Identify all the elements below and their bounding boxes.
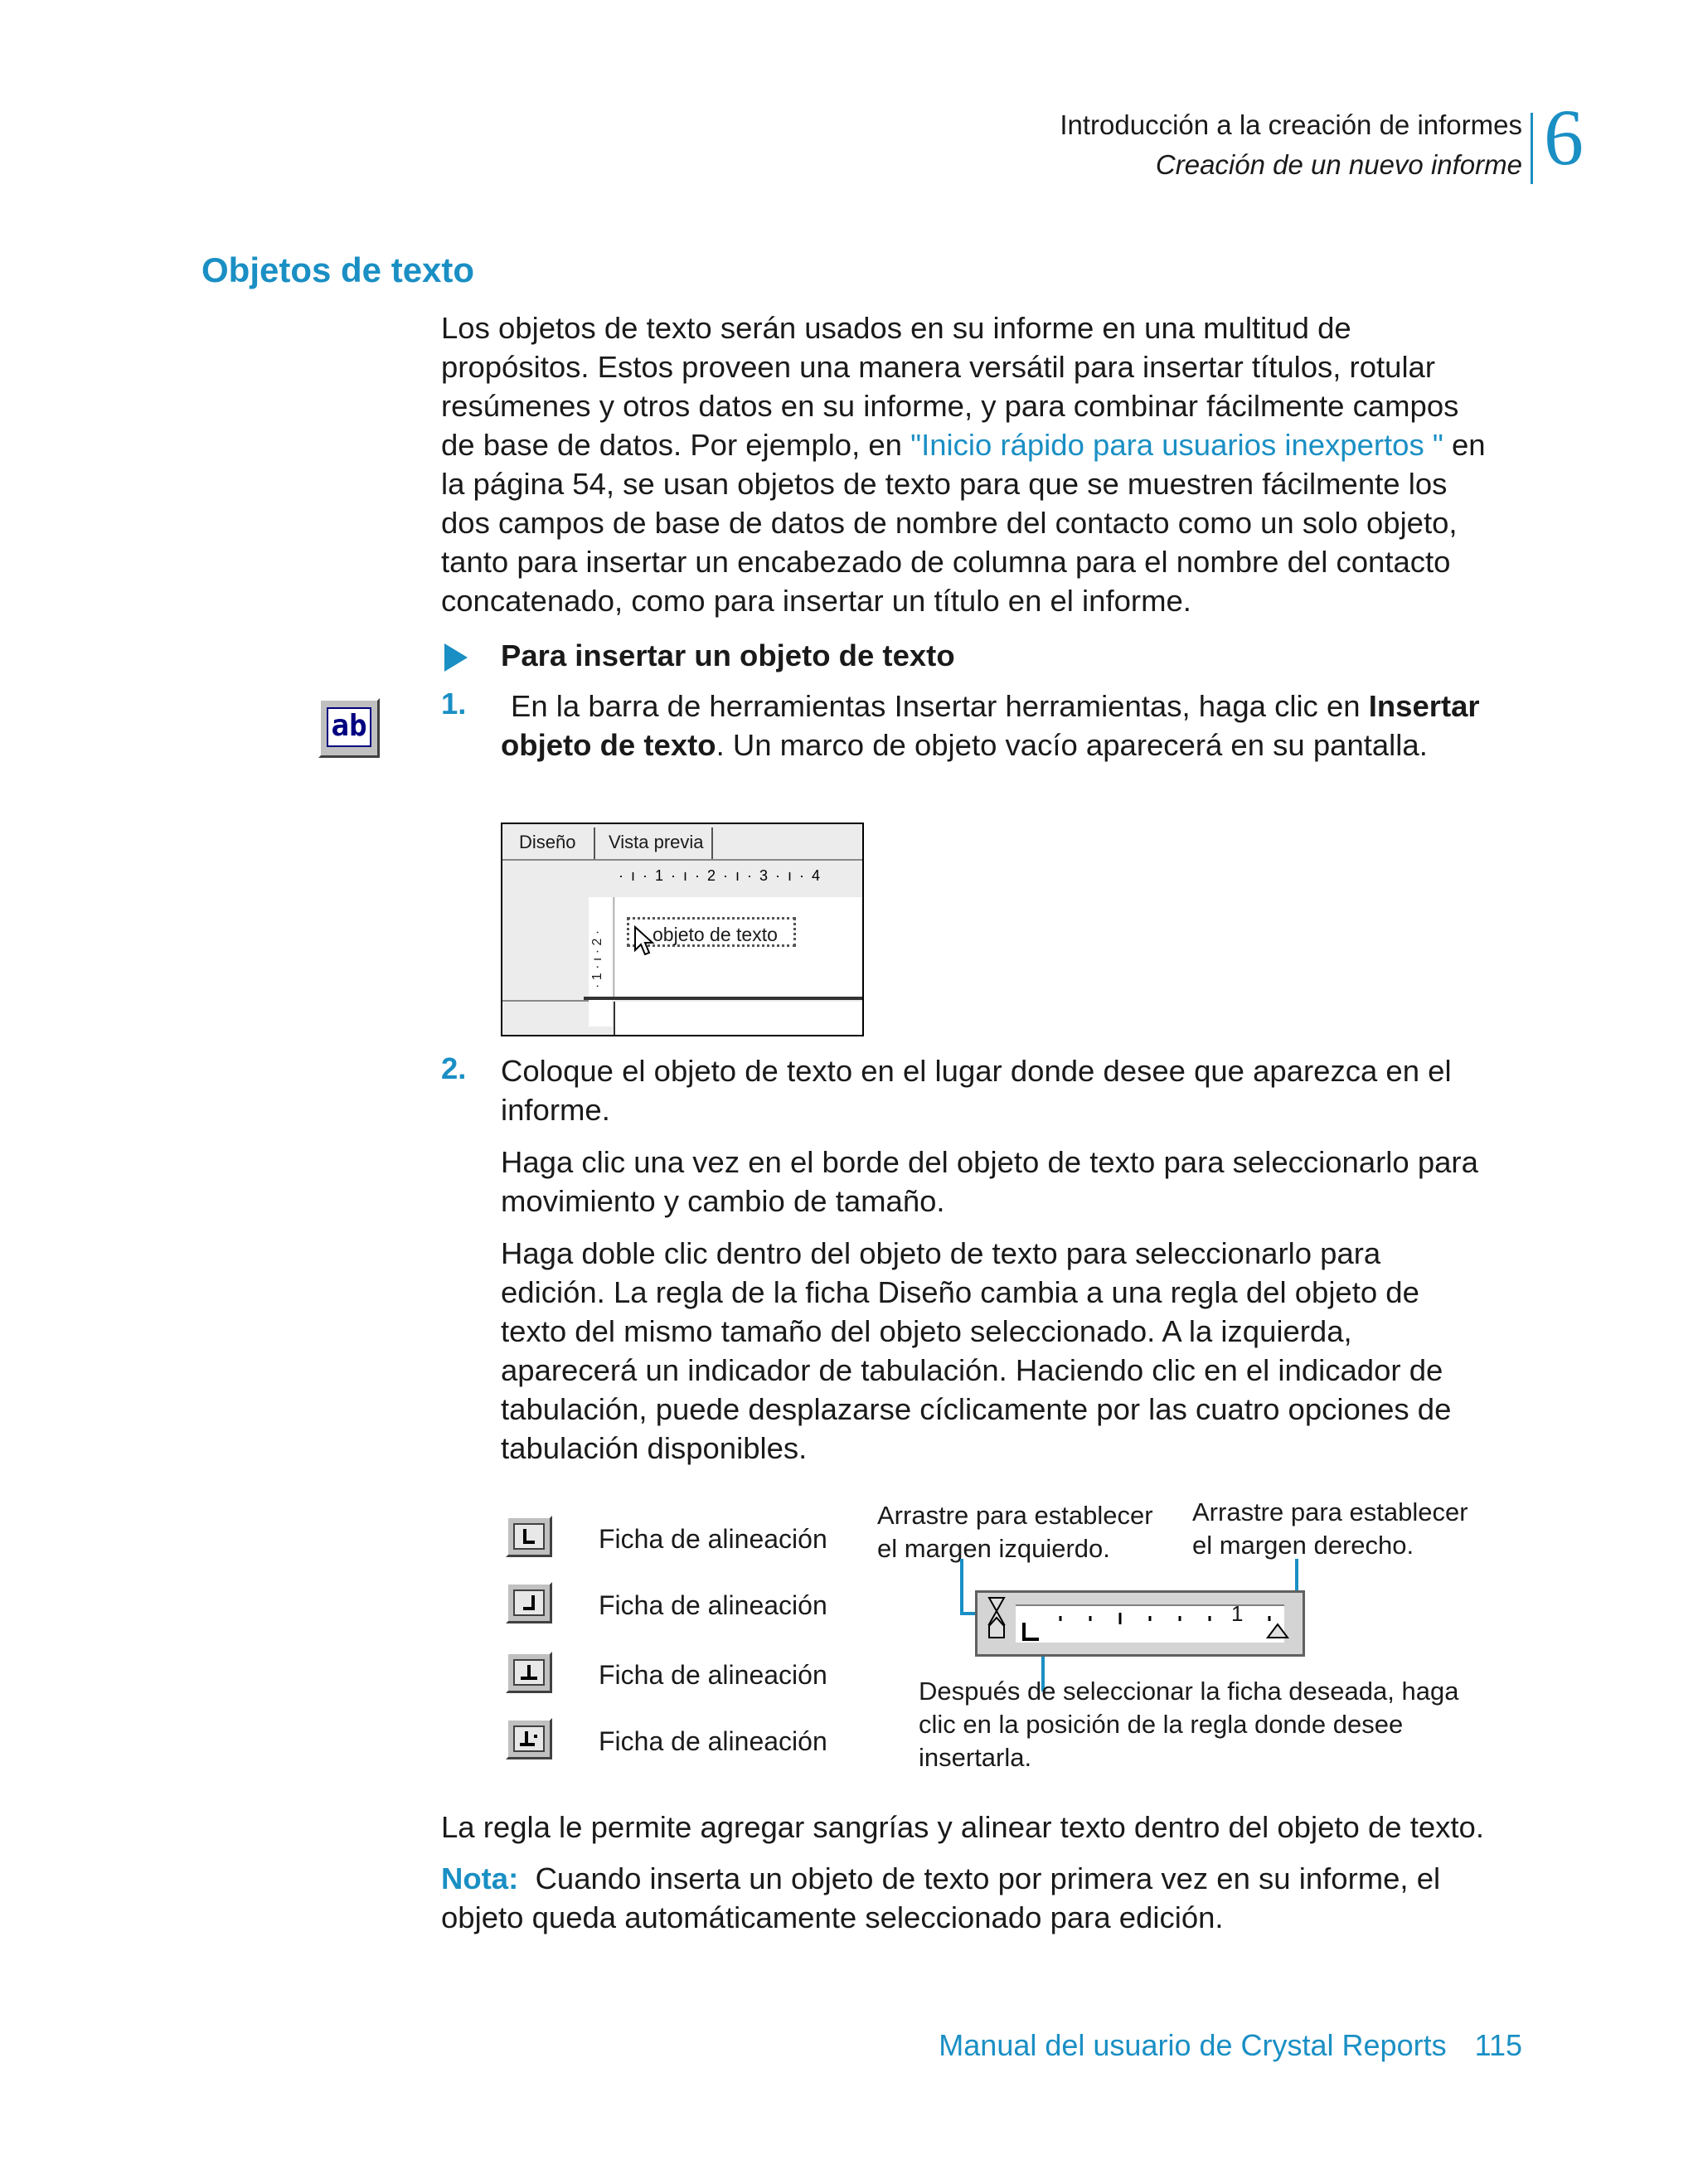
step-text: En la barra de herramientas Insertar herramientas, haga clic en [511,689,1369,723]
ab-glyph: ab [327,707,371,747]
procedure-arrow-icon [444,643,468,672]
next-section [614,1002,862,1035]
intro-line: resúmenes y otros datos en su informe, y para combinar fácilmente campos [441,389,1459,423]
para-line: edición. La regla de la ficha Diseño cambia a una regla del objeto de [501,1275,1419,1309]
right-margin-callout [1192,1496,1468,1562]
text-object-ruler[interactable] [975,1590,1305,1657]
intro-paragraph [441,308,1535,620]
intro-line [441,425,1535,464]
decimal-tab-icon [506,1718,552,1759]
step-2-para-a [501,1143,1545,1221]
tab-option-label: Ficha de alineación [599,1590,827,1620]
manual-title: Manual del usuario de Crystal Reports [939,2028,1447,2062]
note-text: objeto queda automáticamente seleccionado para edición. [441,1900,1224,1934]
vertical-ruler-marks: · 1 · ı · 2 · [590,929,604,989]
page-footer [939,2028,1522,2063]
cross-reference-link[interactable]: "Inicio rápido para usuarios inexpertos " [910,428,1443,462]
para-line: texto del mismo tamaño del objeto seleccionado. A la izquierda, [501,1314,1352,1348]
para-line: Haga clic una vez en el borde del objeto de texto para seleccionarlo para [501,1145,1478,1179]
tab-preview: Vista previa [609,832,704,852]
step-line: informe. [501,1093,610,1127]
callout-line: Arrastre para establecer [877,1501,1153,1530]
para-line: aparecerá un indicador de tabulación. Haciendo clic en el indicador de [501,1353,1443,1387]
running-header-chapter: Introducción a la creación de informes [1060,109,1522,140]
tab-option-label: Ficha de alineación [599,1524,827,1554]
intro-line: concatenado, como para insertar un título en el informe. [441,584,1191,618]
horizontal-ruler: · ı · 1 · ı · 2 · ı · 3 · ı · 4 [619,867,822,884]
chapter-number: 6 [1544,93,1584,182]
section-title: Objetos de texto [201,250,475,289]
intro-text: de base de datos. Por ejemplo, en [441,428,911,462]
vertical-ruler [589,897,612,1026]
closing-paragraph: La regla le permite agregar sangrías y alinear texto dentro del objeto de texto. [441,1810,1484,1844]
para-line: movimiento y cambio de tamaño. [501,1184,945,1218]
intro-text: en [1443,428,1486,462]
para-line: Haga doble clic dentro del objeto de texto para seleccionarlo para [501,1236,1381,1270]
intro-line: Los objetos de texto serán usados en su informe en una multitud de [441,311,1351,345]
text-object-frame: objeto de texto [627,917,796,947]
tab-bar-line [502,859,862,861]
callout-line: el margen derecho. [1192,1531,1414,1560]
callout-line: Arrastre para establecer [1192,1497,1468,1526]
step-number: 2. [441,1051,467,1085]
mouse-cursor-icon [633,925,655,957]
click-ruler-callout [919,1675,1458,1774]
step-number: 1. [441,687,467,721]
intro-line: dos campos de base de datos de nombre del contacto como un solo objeto, [441,506,1458,540]
left-tab-icon [506,1516,552,1557]
tab-design: Diseño [519,832,576,852]
intro-line: la página 54, se usan objetos de texto para que se muestren fácilmente los [441,467,1448,501]
section-separator [584,997,862,1000]
intro-line: propósitos. Estos proveen una manera versátil para insertar títulos, rotular [441,350,1436,384]
callout-line: clic en la posición de la regla donde desee [919,1710,1404,1739]
insert-text-object-icon [318,698,380,758]
note-label: Nota: [441,1861,519,1895]
step-1-text [501,687,1545,764]
page-number: 115 [1474,2028,1522,2062]
para-line: tabulación disponibles. [501,1431,808,1465]
note-text: Cuando inserta un objeto de texto por primera vez en su informe, el [535,1861,1441,1895]
tab-divider [594,827,595,861]
para-line: tabulación, puede desplazarse cíclicamente por las cuatro opciones de [501,1392,1452,1426]
bold-term: objeto de texto [501,728,716,762]
step-line: Coloque el objeto de texto en el lugar donde desee que aparezca en el [501,1054,1452,1088]
note [441,1859,1535,1937]
tab-option-label: Ficha de alineación [599,1726,827,1756]
bold-term: Insertar [1368,689,1480,723]
design-tab-screenshot [501,823,864,1036]
step-2-text [501,1051,1545,1129]
left-margin-callout [877,1499,1153,1565]
step-2-para-b [501,1234,1545,1468]
tab-option-label: Ficha de alineación [599,1660,827,1690]
running-header-section: Creación de un nuevo informe [1155,149,1522,180]
tab-divider [711,827,713,861]
ruler-ticks [978,1593,1303,1654]
callout-line: Después de seleccionar la ficha deseada, haga [919,1677,1459,1706]
callout-line: insertarla. [919,1743,1032,1772]
intro-line: tanto para insertar un encabezado de columna para el nombre del contacto [441,545,1451,579]
center-tab-icon [506,1652,552,1693]
right-tab-icon [506,1582,552,1623]
section-line [502,1000,589,1002]
header-divider [1531,113,1533,184]
procedure-title: Para insertar un objeto de texto [501,638,955,672]
step-text: . Un marco de objeto vacío aparecerá en su pantalla. [716,728,1428,762]
ruler-number: 1 [1231,1601,1244,1626]
callout-line: el margen izquierdo. [877,1534,1110,1563]
